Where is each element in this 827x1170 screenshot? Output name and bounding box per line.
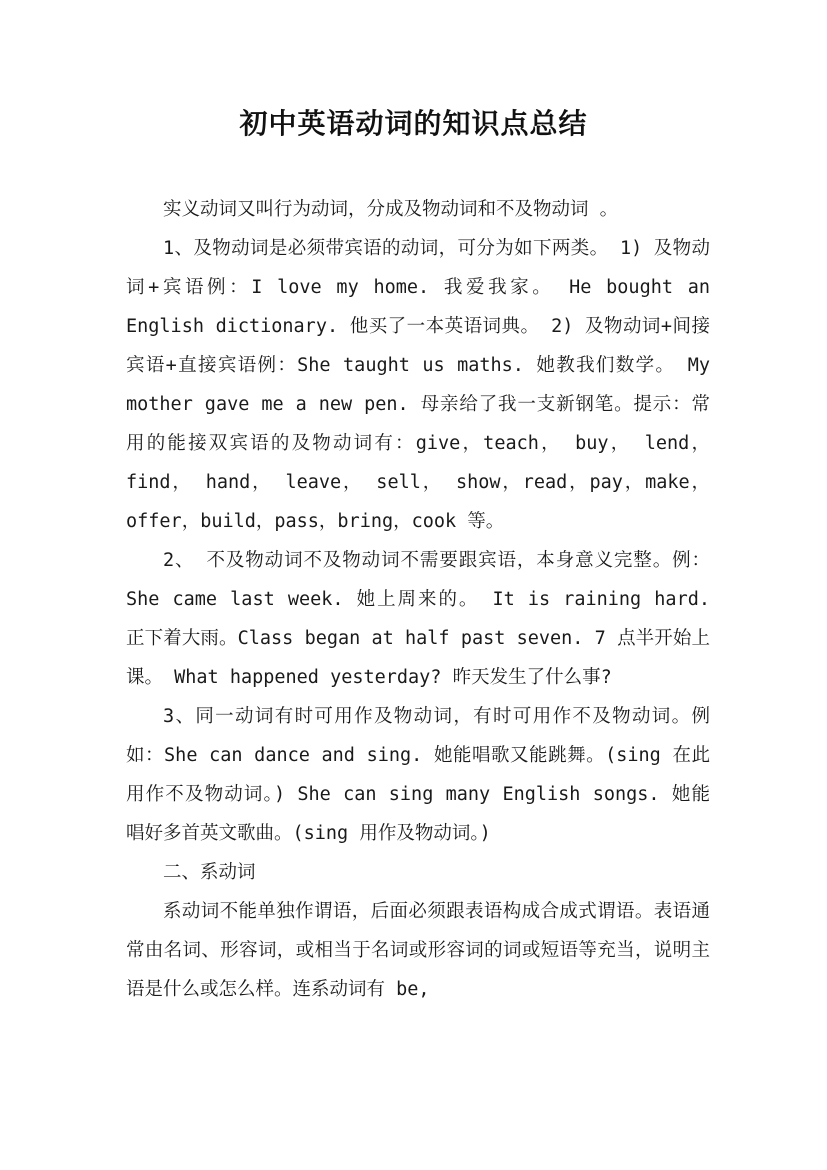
- paragraph-intransitive-verbs: 2、 不及物动词不及物动词不需要跟宾语，本身意义完整。例：She came last week. 她上周来的。 It is raining hard. 正下着大雨。Class began at half past seven. 7 点半开始上课。 What happened yesterday? 昨天发生了什么事?: [126, 550, 710, 688]
- paragraph-transitive-verbs: 1、及物动词是必须带宾语的动词，可分为如下两类。 1) 及物动词+宾语例：I love my home. 我爱我家。 He bought an English dictionary. 他买了一本英语词典。 2) 及物动词+间接宾语+直接宾语例：She taught us maths. 她教我们数学。 My mother gave me a new pen. 母亲给了我一支新钢笔。提示：常用的能接双宾语的及物动词有：give，teach， buy， lend， find， hand， leave， sell， show，read，pay，make，offer，build，pass，bring，cook 等。: [126, 238, 710, 532]
- paragraph-linking-verbs: 系动词不能单独作谓语，后面必须跟表语构成合成式谓语。表语通常由名词、形容词，或相当于名词或形容词的词或短语等充当，说明主语是什么或怎么样。连系动词有 be,: [126, 901, 710, 1000]
- document-body: [126, 190, 710, 1009]
- document-title: 初中英语动词的知识点总结: [239, 107, 588, 140]
- paragraph-intro: 实义动词又叫行为动词，分成及物动词和不及物动词 。: [163, 199, 619, 220]
- paragraph-dual-use-verbs: 3、同一动词有时可用作及物动词，有时可用作不及物动词。例如：She can dance and sing. 她能唱歌又能跳舞。(sing 在此用作不及物动词。) She can sing many English songs. 她能唱好多首英文歌曲。(sing 用作及物动词。): [126, 706, 710, 844]
- section-heading-linking-verbs: 二、系动词: [163, 862, 256, 883]
